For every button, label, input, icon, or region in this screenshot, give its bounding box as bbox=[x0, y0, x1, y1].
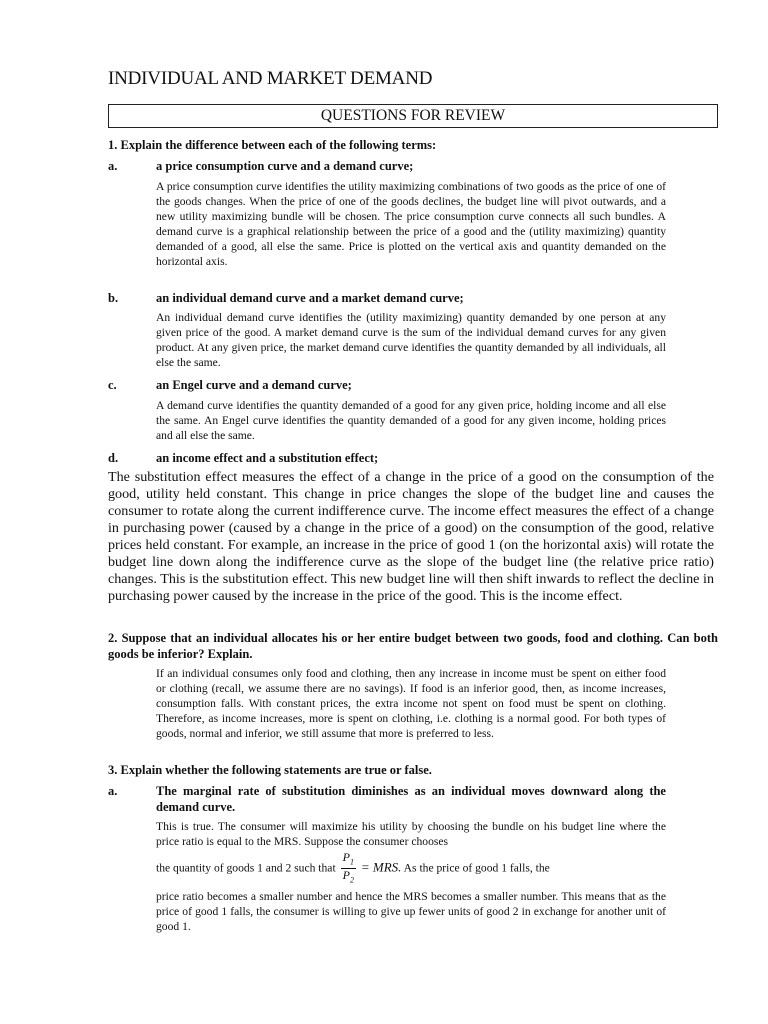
answer-1b: An individual demand curve identifies the (utility maximizing) quantity demanded by one person at any given price of the good. A market demand curve is the sum of the individual demand curves for any given product. At any given price, the market demand curve identifies the quantity demanded by all individuals, all else the same. bbox=[156, 311, 666, 369]
item-text: an Engel curve and a demand curve; bbox=[156, 378, 352, 392]
fraction-denominator: $P_2$ bbox=[342, 868, 354, 885]
question-2: 2. Suppose that an individual allocates his or her entire budget between two goods, food and clothing. Can both goods be inferior? Explain. bbox=[108, 631, 718, 661]
answer-3a-part2: the quantity of goods 1 and 2 such that bbox=[156, 861, 336, 875]
answer-3a-part3: As the price of good 1 falls, the bbox=[403, 861, 550, 875]
item-text: an income effect and a substitution effect; bbox=[156, 451, 379, 465]
item-label: a. bbox=[108, 159, 118, 173]
answer-3a-part1: This is true. The consumer will maximize his utility by choosing the bundle on his budget line where the price ratio is equal to the MRS. Suppose the consumer chooses bbox=[156, 820, 666, 848]
answer-1d: The substitution effect measures the effect of a change in the price of a good on the consumption of the good, utility held constant. This change in price changes the slope of the budget line and causes the consumer to rotate along the current indifference curve. The income effect measures the effect of a change in purchasing power (caused by a change in the price of a good) on the consumption of the good, relative prices held constant. For example, an increase in the price of good 1 (on the horizontal axis) will rotate the budget line down along the indifference curve as the slope of the budget line (the relative price ratio) changes. This is the substitution effect. This new budget line will then shift inwards to reflect the decline in purchasing power caused by the increase in the price of the good. This is the income effect. bbox=[108, 469, 714, 604]
section-heading: QUESTIONS FOR REVIEW bbox=[108, 104, 718, 128]
item-text: a price consumption curve and a demand curve; bbox=[156, 159, 414, 173]
answer-3a bbox=[156, 819, 666, 934]
item-text: an individual demand curve and a market demand curve; bbox=[156, 291, 464, 305]
answer-1c: A demand curve identifies the quantity demanded of a good for any given price, holding income and all else the same. An Engel curve identifies the quantity demanded of a good for any given income, holding prices and all else the same. bbox=[156, 399, 666, 442]
answer-3a-equation-line bbox=[156, 851, 666, 887]
equals-mrs: = MRS. bbox=[360, 859, 402, 875]
answer-1a: A price consumption curve identifies the utility maximizing combinations of two goods as the price of one of the goods changes. When the price of one of the goods declines, the budget line will pivot outwards, and a new utility maximizing bundle will be chosen. The price consumption curve connects all such bundles. A demand curve is a graphical relationship between the price of a good and the (utility maximizing) quantity demanded of a good, all else the same. Price is plotted on the vertical axis and quantity demanded on the horizontal axis. bbox=[156, 180, 666, 268]
fraction-numerator: $P_1$ bbox=[341, 851, 356, 869]
item-label: d. bbox=[108, 451, 119, 465]
item-label: c. bbox=[108, 378, 117, 392]
page-title: INDIVIDUAL AND MARKET DEMAND bbox=[108, 68, 433, 89]
item-label: a. bbox=[108, 784, 118, 798]
item-text: The marginal rate of substitution diminishes as an individual moves downward along the demand curve. bbox=[156, 784, 666, 814]
question-1: 1. Explain the difference between each of the following terms: bbox=[108, 138, 437, 152]
item-label: b. bbox=[108, 291, 119, 305]
question-3: 3. Explain whether the following statements are true or false. bbox=[108, 763, 432, 777]
answer-2: If an individual consumes only food and clothing, then any increase in income must be spent on either food or clothing (recall, we assume there are no savings). If food is an inferior good, then, as income increases, consumption falls. With constant prices, the extra income not spent on food must be spent on clothing. Therefore, as income increases, more is spent on clothing, i.e. clothing is a normal good. For both types of goods, normal and inferior, we still assume that more is preferred to less. bbox=[156, 667, 666, 740]
price-ratio-fraction bbox=[341, 851, 356, 887]
answer-3a-part4: price ratio becomes a smaller number and hence the MRS becomes a smaller number. This means that as the price of good 1 falls, the consumer is willing to give up fewer units of good 2 in exchange for another unit of good 1. bbox=[156, 889, 666, 933]
